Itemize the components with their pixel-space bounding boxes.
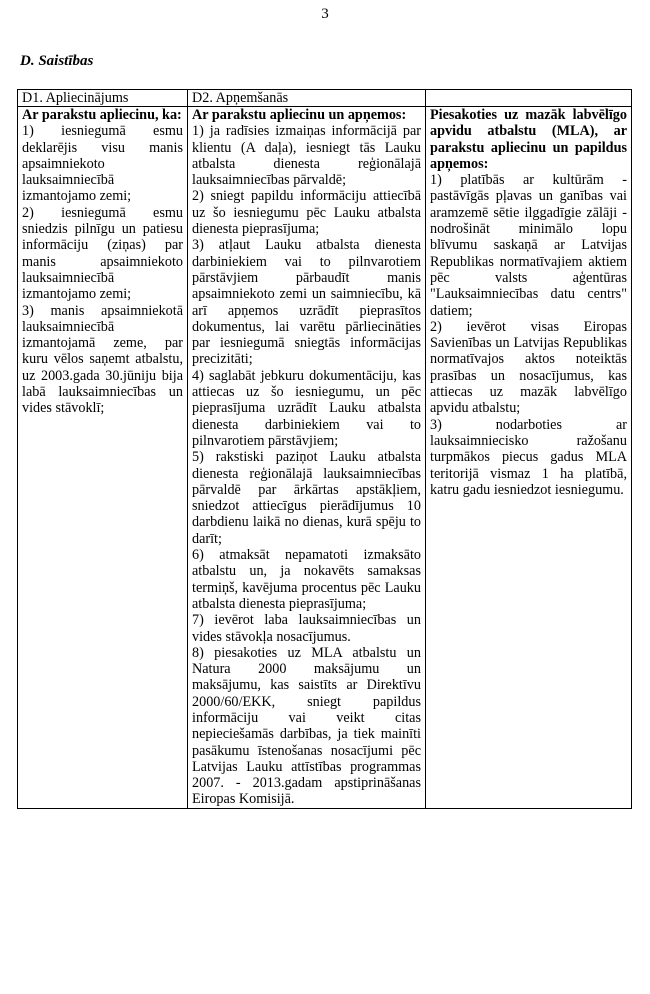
obligations-table bbox=[17, 89, 632, 809]
declaration-intro: Ar parakstu apliecinu, ka: bbox=[22, 107, 182, 123]
mla-commitment-item: 2) ievērot visas Eiropas Savienības un Latvijas Republikas normatīvajos aktos noteiktās prasības un nosacījumus, kas attiecas uz mazāk labvēlīgo apvidu atbalstu; bbox=[430, 318, 627, 417]
table-body-row bbox=[18, 107, 632, 809]
declaration-item: 1) iesniegumā esmu deklarējis visu manis apsaimniekoto lauksaimniecībā izmantojamo zemi; bbox=[22, 123, 183, 205]
commitment-cell bbox=[188, 107, 426, 809]
commitment-item: 7) ievērot laba lauksaimniecības un vides stāvokļa nosacījumus. bbox=[192, 612, 421, 645]
commitment-item: 5) rakstiski paziņot Lauku atbalsta dienesta reģionālajā lauksaimniecības pārvaldē par ārkārtas apstākļiem, sniedzot attiecīgus pierādījumus 10 darbdienu laikā no dienas, kurā spēju to darīt; bbox=[192, 449, 421, 547]
commitment-item: 1) ja radīsies izmaiņas informācijā par klientu (A daļa), iesniegt tās Lauku atbalsta dienesta reģionālajā lauksaimniecības pārvaldē; bbox=[192, 123, 421, 189]
mla-commitment-item: 3) nodarboties ar lauksaimniecisko ražošanu turpmākos piecus gadus MLA teritorijā vismaz 1 ha platībā, katru gadu iesniedzot iesniegumu. bbox=[430, 416, 627, 498]
commitment-item: 3) atļaut Lauku atbalsta dienesta darbiniekiem vai to pilnvarotiem pārstāvjiem pārbaudīt manis apsaimniekoto zemi un saimniecību, kā arī apņemos uzrādīt pieprasītos dokumentus, lai varētu pārliecināties par iesniegumā sniegtās informācijas precizitāti; bbox=[192, 237, 421, 368]
commitment-item: 4) saglabāt jebkuru dokumentāciju, kas attiecas uz šo iesniegumu, un pēc pieprasījuma uzrādīt Lauku atbalsta dienesta darbiniekiem vai to pilnvarotiem pārstāvjiem; bbox=[192, 367, 421, 449]
page-number: 3 bbox=[321, 6, 329, 22]
declaration-cell bbox=[18, 107, 188, 809]
declaration-item: 2) iesniegumā esmu sniedzis pilnīgu un patiesu informāciju (ziņas) par manis apsaimniekoto lauksaimniecībā izmantojamo zemi; bbox=[22, 204, 183, 303]
commitment-item: 6) atmaksāt nepamatoti izmaksāto atbalstu un, ja nokavēts samaksas termiņš, kavējuma procentus pēc Lauku atbalsta dienesta pieprasījuma; bbox=[192, 547, 421, 612]
header-d1: D1. Apliecinājums bbox=[18, 90, 188, 107]
commitment-item: 8) piesakoties uz MLA atbalstu un Natura 2000 maksājumu un maksājumu, kas saistīts ar Direktīvu 2000/60/EKK, sniegt papildus informāciju vai veikt citas nepieciešamās darbības, ja tiek mainīti pasākumu īstenošanas nosacījumi pēc Latvijas Lauku attīstības programmas 2007. - 2013.gadam apstiprināšanas Eiropas Komisijā. bbox=[192, 644, 421, 808]
commitment-intro: Ar parakstu apliecinu un apņemos: bbox=[192, 107, 407, 123]
header-d2: D2. Apņemšanās bbox=[188, 90, 426, 107]
mla-commitment-item: 1) platībās ar kultūrām - pastāvīgās pļavas un ganības vai aramzemē sētie ilggadīgie zālāji - nodrošināt minimālo lopu blīvumu saskaņā ar Latvijas Republikas normatīvajiem aktiem pēc valsts aģentūras "Lauksaimniecības datu centrs" datiem; bbox=[430, 172, 627, 319]
table-header-row bbox=[18, 90, 632, 107]
header-blank bbox=[426, 90, 632, 107]
mla-commitment-intro: Piesakoties uz mazāk labvēlīgo apvidu atbalstu (MLA), ar parakstu apliecinu un papildus apņemos: bbox=[430, 107, 627, 172]
mla-commitment-cell bbox=[426, 107, 632, 809]
declaration-item: 3) manis apsaimniekotā lauksaimniecībā izmantojamā zeme, par kuru vēlos saņemt atbalstu, uz 2003.gada 30.jūniju bija labā lauksaimniecības un vides stāvoklī; bbox=[22, 302, 183, 417]
commitment-item: 2) sniegt papildu informāciju attiecībā uz šo iesniegumu pēc Lauku atbalsta dienesta pieprasījuma; bbox=[192, 188, 421, 238]
section-title: D. Saistības bbox=[20, 53, 94, 69]
